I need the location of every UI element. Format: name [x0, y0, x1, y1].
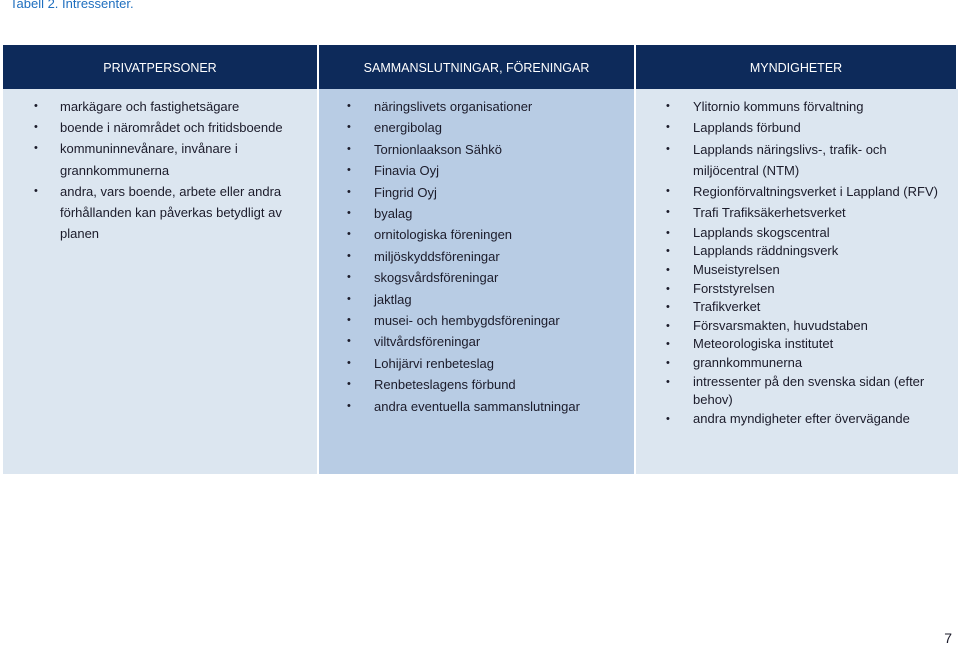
- header-private-persons: PRIVATPERSONER: [3, 45, 319, 89]
- list-item: • Forststyrelsen: [693, 280, 946, 299]
- list-item: • byalag: [374, 203, 634, 224]
- list-item: • grannkommunerna: [693, 354, 946, 373]
- list-item: • Trafikverket: [693, 298, 946, 317]
- list-item: • jaktlag: [374, 289, 634, 310]
- list-item: • Renbeteslagens förbund: [374, 374, 634, 395]
- list-item: • näringslivets organisationer: [374, 96, 634, 117]
- list-item: • Lapplands förbund: [693, 117, 946, 138]
- list-item: • andra eventuella sammanslutningar: [374, 396, 634, 417]
- list-item: • Lohijärvi renbeteslag: [374, 353, 634, 374]
- list-item: • boende i närområdet och fritidsboende: [60, 117, 307, 138]
- list-item: • kommuninnevånare, invånare i grannkommunerna: [60, 138, 307, 180]
- associations-cell: [319, 89, 636, 474]
- private-persons-list: [3, 96, 317, 244]
- header-authorities: MYNDIGHETER: [636, 45, 958, 89]
- list-item: • Finavia Oyj: [374, 160, 634, 181]
- list-item: • miljöskyddsföreningar: [374, 246, 634, 267]
- list-item: • Lapplands näringslivs-, trafik- och miljöcentral (NTM): [693, 139, 946, 182]
- list-item: • Tornionlaakson Sähkö: [374, 139, 634, 160]
- list-item: • Lapplands skogscentral: [693, 224, 946, 243]
- list-item: • andra myndigheter efter övervägande: [693, 410, 946, 429]
- list-item: • Försvarsmakten, huvudstaben: [693, 317, 946, 336]
- list-item: • Museistyrelsen: [693, 261, 946, 280]
- stakeholder-table: [3, 45, 958, 474]
- list-item: • ornitologiska föreningen: [374, 224, 634, 245]
- list-item: • Ylitornio kommuns förvaltning: [693, 96, 946, 117]
- header-associations: SAMMANSLUTNINGAR, FÖRENINGAR: [319, 45, 636, 89]
- page-number: 7: [944, 630, 952, 646]
- list-item: • Regionförvaltningsverket i Lappland (RFV): [693, 181, 946, 202]
- list-item: • Lapplands räddningsverk: [693, 242, 946, 261]
- list-item: • Trafi Trafiksäkerhetsverket: [693, 202, 946, 223]
- list-item: • markägare och fastighetsägare: [60, 96, 307, 117]
- list-item: • energibolag: [374, 117, 634, 138]
- list-item: • Fingrid Oyj: [374, 182, 634, 203]
- table-caption: Tabell 2. Intressenter.: [10, 0, 134, 11]
- authorities-cell: [636, 89, 958, 474]
- list-item: • Meteorologiska institutet: [693, 335, 946, 354]
- list-item: • viltvårdsföreningar: [374, 331, 634, 352]
- list-item: • musei- och hembygdsföreningar: [374, 310, 634, 331]
- list-item: • skogsvårdsföreningar: [374, 267, 634, 288]
- list-item: • andra, vars boende, arbete eller andra förhållanden kan påverkas betydligt av planen: [60, 181, 307, 245]
- associations-list: [319, 96, 634, 417]
- authorities-list: [636, 96, 958, 428]
- list-item: • intressenter på den svenska sidan (efter behov): [693, 373, 946, 410]
- private-persons-cell: [3, 89, 319, 474]
